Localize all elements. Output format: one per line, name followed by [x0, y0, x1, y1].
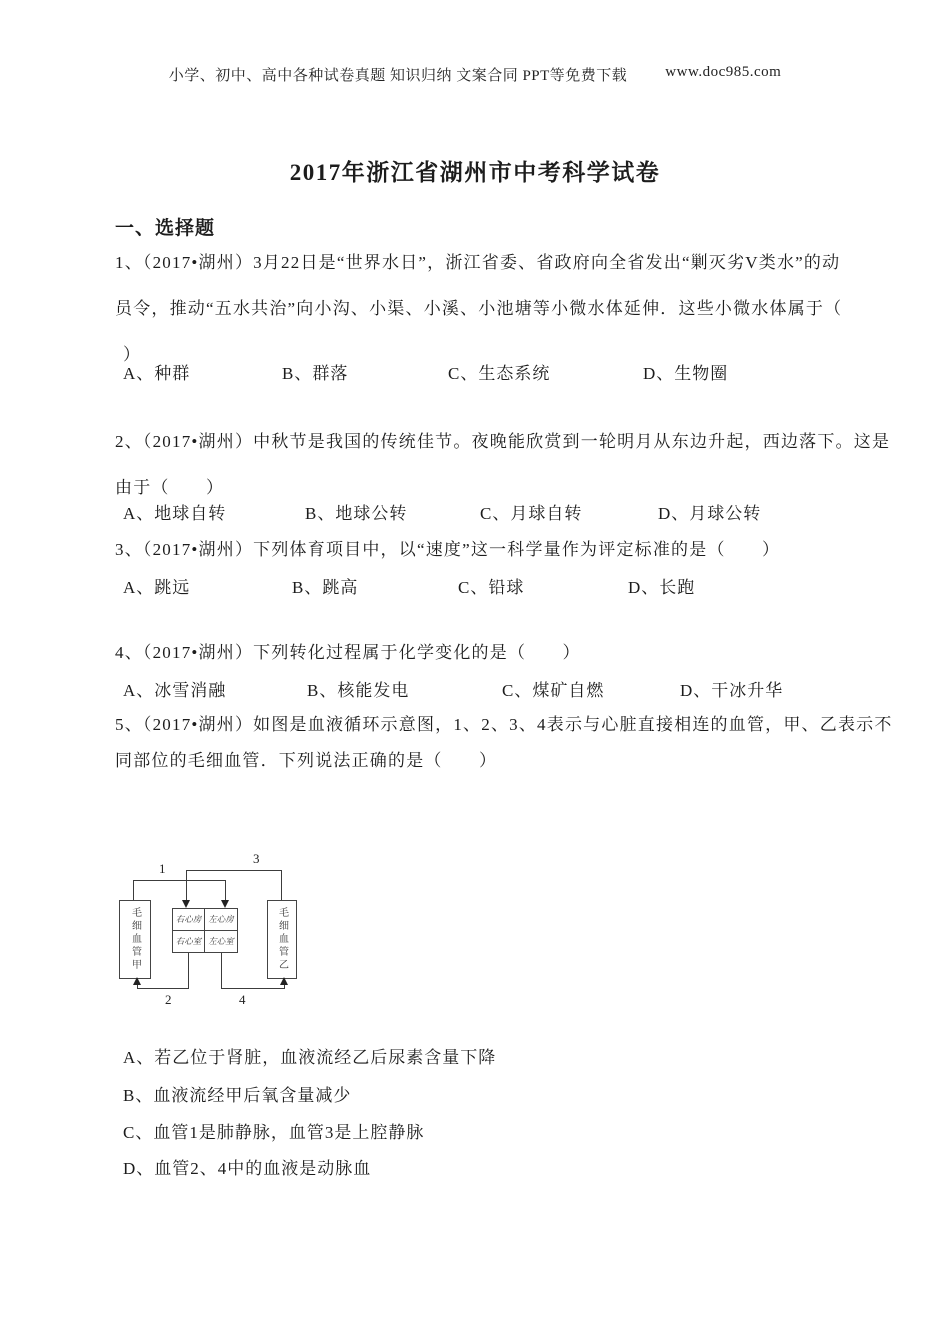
- question-4-option-d: D、干冰升华: [680, 681, 784, 700]
- page-title: 2017年浙江省湖州市中考科学试卷: [289, 160, 661, 185]
- vessel-2-arrow-icon: [133, 977, 141, 985]
- question-3-option-b: B、跳高: [292, 578, 359, 597]
- vessel-3-line: [186, 870, 282, 871]
- vessel-2-line: [188, 953, 189, 989]
- question-2-line-1: 2、（2017•湖州）中秋节是我国的传统佳节。夜晚能欣赏到一轮明月从东边升起，西边落下。这是: [115, 432, 891, 451]
- question-2-line-2: 由于（ ）: [115, 478, 225, 497]
- question-1-option-c: C、生态系统: [448, 364, 551, 383]
- heart-cell-left-ventricle: 左心室: [208, 936, 234, 947]
- question-3-option-d: D、长跑: [628, 578, 696, 597]
- question-1-option-a: A、种群: [123, 364, 191, 383]
- question-4-option-a: A、冰雪消融: [123, 681, 227, 700]
- question-2-option-d: D、月球公转: [658, 504, 762, 523]
- question-1-option-d: D、生物圈: [643, 364, 729, 383]
- question-5-line-2: 同部位的毛细血管．下列说法正确的是（ ）: [115, 751, 498, 770]
- vessel-1-label: 1: [159, 861, 166, 876]
- question-5-line-1: 5、（2017•湖州）如图是血液循环示意图，1、2、3、4表示与心脏直接相连的血管，甲、乙表示不: [115, 715, 893, 734]
- question-1-line-3: ）: [123, 345, 142, 364]
- vessel-3-line: [186, 870, 187, 902]
- vessel-1-arrow-icon: [221, 900, 229, 908]
- question-1-line-1: 1、（2017•湖州）3月22日是“世界水日”，浙江省委、省政府向全省发出“剿灭劣V类水”的动: [115, 253, 841, 272]
- vessel-4-line: [221, 988, 285, 989]
- section-heading: 一、选择题: [115, 218, 216, 239]
- question-5-option-d: D、血管2、4中的血液是动脉血: [123, 1159, 372, 1178]
- question-5-option-a: A、若乙位于肾脏，血液流经乙后尿素含量下降: [123, 1048, 497, 1067]
- heart-cell-left-atrium: 左心房: [205, 909, 237, 931]
- heart-box: [172, 908, 238, 953]
- vessel-4-arrow-icon: [280, 977, 288, 985]
- question-2-option-b: B、地球公转: [305, 504, 408, 523]
- capillary-box-jia: 毛细血管甲: [119, 900, 151, 979]
- header-promo-text: 小学、初中、高中各种试卷真题 知识归纳 文案合同 PPT等免费下载: [168, 68, 628, 84]
- question-4-option-b: B、核能发电: [307, 681, 410, 700]
- vessel-3-label: 3: [253, 851, 260, 866]
- vessel-2-label: 2: [165, 992, 172, 1007]
- question-2-option-c: C、月球自转: [480, 504, 583, 523]
- vessel-2-line: [137, 988, 189, 989]
- question-1-option-b: B、群落: [282, 364, 349, 383]
- question-5-option-c: C、血管1是肺静脉，血管3是上腔静脉: [123, 1123, 425, 1142]
- vessel-3-line: [281, 870, 282, 900]
- question-5-option-b: B、血液流经甲后氧含量减少: [123, 1086, 352, 1105]
- question-4-line-1: 4、（2017•湖州）下列转化过程属于化学变化的是（ ）: [115, 643, 581, 662]
- question-3-line-1: 3、（2017•湖州）下列体育项目中，以“速度”这一科学量作为评定标准的是（ ）: [115, 540, 781, 559]
- question-2-option-a: A、地球自转: [123, 504, 227, 523]
- question-3-option-a: A、跳远: [123, 578, 191, 597]
- vessel-1-line: [133, 880, 226, 881]
- vessel-3-arrow-icon: [182, 900, 190, 908]
- blood-circulation-diagram: [115, 850, 310, 1020]
- page-header: [0, 64, 950, 85]
- question-3-option-c: C、铅球: [458, 578, 525, 597]
- question-1-line-2: 员令，推动“五水共治”向小沟、小渠、小溪、小池塘等小微水体延伸．这些小微水体属于（: [115, 299, 843, 318]
- capillary-box-yi: 毛细血管乙: [267, 900, 297, 979]
- question-4-option-c: C、煤矿自燃: [502, 681, 605, 700]
- vessel-4-label: 4: [239, 992, 246, 1007]
- header-site-link[interactable]: www.doc985.com: [665, 64, 782, 80]
- vessel-4-line: [221, 953, 222, 989]
- heart-cell-right-ventricle: 右心室: [173, 931, 205, 953]
- heart-cell-right-atrium: 右心房: [173, 909, 205, 931]
- vessel-1-line: [133, 880, 134, 900]
- vessel-1-line: [225, 880, 226, 902]
